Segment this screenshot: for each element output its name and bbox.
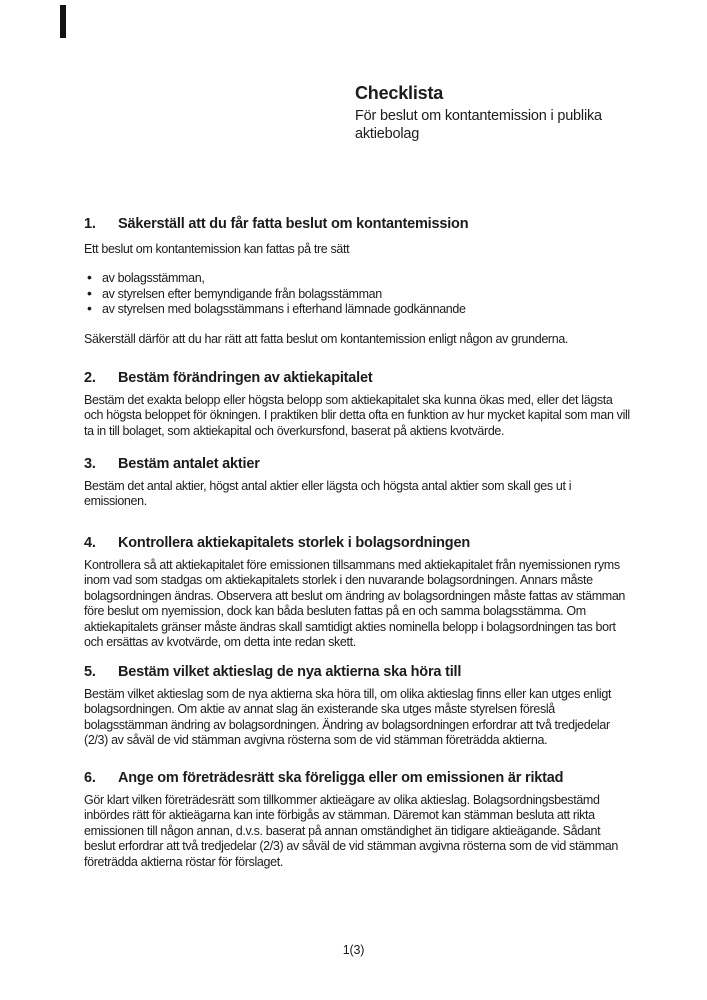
section-paragraph: Säkerställ därför att du har rätt att fatta beslut om kontantemission enligt någon av grunderna. bbox=[84, 331, 569, 346]
section-number: 1. bbox=[84, 216, 96, 232]
section-paragraph: Gör klart vilken företrädesrätt som tillkommer aktieägare av olika aktieslag. Bolagsordningsbestämd inbördes rätt för aktieägarna kan inte förbigås av stämman. Däremot kan stämman besluta att rikta emissionen till någon annan, d.v.s. baserat på annan omständighet än tidigare aktieägande. Sådant beslut erfordrar att två tredjedelar (2/3) av såväl de vid stämman avgivna rösterna som de vid stämman företrädda aktierna röstar för förslaget. bbox=[84, 793, 619, 869]
section-heading-text: Säkerställ att du får fatta beslut om kontantemission bbox=[118, 216, 469, 232]
document-header bbox=[355, 83, 637, 143]
section-heading-text: Kontrollera aktiekapitalets storlek i bolagsordningen bbox=[118, 535, 470, 551]
section-paragraph: Bestäm det exakta belopp eller högsta belopp som aktiekapitalet ska kunna ökas med, eller det lägsta och högsta beloppet för ökningen. I praktiken blir detta ofta en funktion av hur mycket kapital som man vill ta in till bolaget, som aktiekapital och överkursfond, baserat på aktiens kvotvärde. bbox=[84, 393, 630, 438]
section-number: 6. bbox=[84, 770, 96, 786]
bullet-item: • av bolagsstämman, bbox=[84, 271, 634, 286]
section-paragraph: Kontrollera så att aktiekapitalet före emissionen tillsammans med aktiekapitalet från nyemissionen ryms inom vad som stadgas om aktiekapitalets storlek i den nuvarande bolagsordningen. Annars måste bolagsordningen ändras. Observera att beslut om ändring av bolagsordningen måste fattas av stämman före beslut om nyemission, dock kan båda besluten fattas på en och samma bolagsstämma. Om aktiekapitalets gränser måste ändras skall samtidigt akties nominella belopp i bolagsordningen tas bort och ersättas av kvotvärde, om detta inte redan skett. bbox=[84, 558, 626, 650]
section-number: 3. bbox=[84, 456, 96, 472]
page-title: Checklista bbox=[355, 83, 444, 103]
page-subtitle: För beslut om kontantemission i publika aktiebolag bbox=[355, 108, 602, 142]
section-4 bbox=[84, 535, 634, 650]
bullet-item: • av styrelsen efter bemyndigande från bolagsstämman bbox=[84, 287, 634, 302]
section-heading-text: Ange om företrädesrätt ska föreligga eller om emissionen är riktad bbox=[118, 770, 564, 786]
section-heading bbox=[84, 664, 634, 681]
scan-artifact-mark bbox=[60, 5, 66, 38]
section-heading bbox=[84, 770, 634, 787]
section-heading-text: Bestäm antalet aktier bbox=[118, 456, 260, 472]
section-paragraph: Bestäm vilket aktieslag som de nya aktierna ska höra till, om olika aktieslag finns eller kan utges enligt bolagsordningen. Om aktie av annat slag än existerande ska utges måste styrelsen föreslå bolagsstämman ändring av bolagsordningen. Ändring av bolagsordningen erfordrar att två tredjedelar (2/3) av såväl de vid stämman avgivna rösterna som de vid stämman företrädda aktierna. bbox=[84, 687, 612, 748]
section-5 bbox=[84, 664, 634, 749]
section-heading-text: Bestäm vilket aktieslag de nya aktierna ska höra till bbox=[118, 664, 462, 680]
section-heading bbox=[84, 535, 634, 552]
section-heading bbox=[84, 370, 634, 387]
section-heading-text: Bestäm förändringen av aktiekapitalet bbox=[118, 370, 373, 386]
page-number: 1(3) bbox=[342, 943, 365, 957]
section-1 bbox=[84, 216, 634, 347]
section-2 bbox=[84, 370, 634, 439]
section-paragraph: Ett beslut om kontantemission kan fattas på tre sätt bbox=[84, 242, 350, 256]
section-number: 2. bbox=[84, 370, 96, 386]
section-heading bbox=[84, 216, 634, 233]
bullet-list bbox=[84, 271, 634, 317]
section-3 bbox=[84, 456, 634, 510]
bullet-item: • av styrelsen med bolagsstämmans i efterhand lämnade godkännande bbox=[84, 302, 634, 317]
section-6 bbox=[84, 770, 634, 870]
section-paragraph: Bestäm det antal aktier, högst antal aktier eller lägsta och högsta antal aktier som skall ges ut i emissionen. bbox=[84, 479, 572, 509]
section-number: 4. bbox=[84, 535, 96, 551]
section-heading bbox=[84, 456, 634, 473]
section-number: 5. bbox=[84, 664, 96, 680]
